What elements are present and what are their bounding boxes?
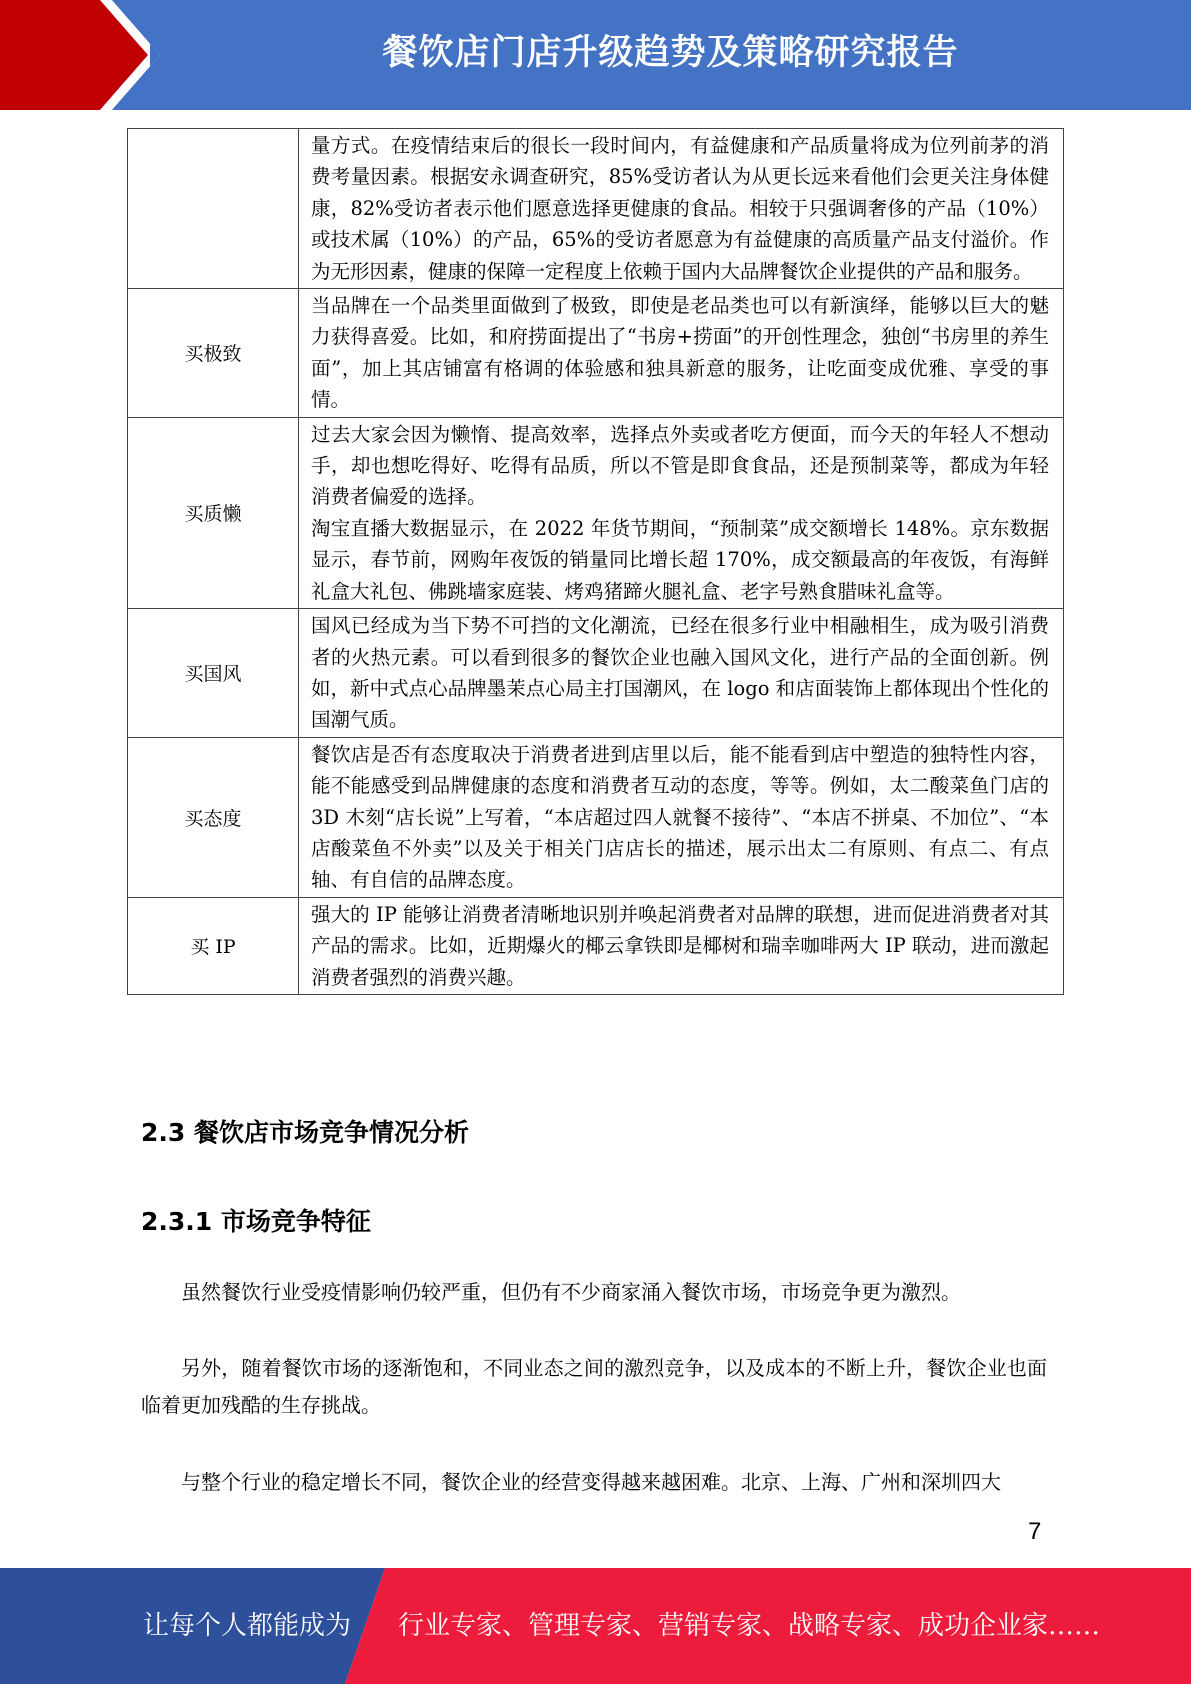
page-number: 7 [1028,1518,1042,1545]
description-cell [299,609,1064,738]
description-cell [299,129,1064,289]
page-header [0,0,1191,110]
consumer-trends-table [127,128,1064,995]
subsection-heading: 2.3.1 市场竞争特征 [141,1207,371,1236]
category-cell: 买极致 [128,289,299,418]
description-paragraph: 当品牌在一个品类里面做到了极致，即使是老品类也可以有新演绎，能够以巨大的魅力获得喜爱。比如，和府捞面提出了“书房+捞面”的开创性理念，独创“书房里的养生面”，加上其店铺富有格调的体验感和独具新意的服务，让吃面变成优雅、享受的事情。 [311,294,1049,412]
description-cell [299,737,1064,897]
category-cell: 买 IP [128,897,299,994]
body-paragraph: 另外，随着餐饮市场的逐渐饱和，不同业态之间的激烈竞争，以及成本的不断上升，餐饮企业也面临着更加残酷的生存挑战。 [141,1356,1047,1417]
category-cell [128,129,299,289]
table-row [128,289,1064,418]
category-cell: 买质懒 [128,417,299,608]
description-paragraph: 国风已经成为当下势不可挡的文化潮流，已经在很多行业中相融相生，成为吸引消费者的火热元素。可以看到很多的餐饮企业也融入国风文化，进行产品的全面创新。例如，新中式点心品牌墨茉点心局主打国潮风，在 logo 和店面装饰上都体现出个性化的国潮气质。 [311,614,1049,732]
description-cell [299,897,1064,994]
description-paragraph: 过去大家会因为懒惰、提高效率，选择点外卖或者吃方便面，而今天的年轻人不想动手，却也想吃得好、吃得有品质，所以不管是即食食品，还是预制菜等，都成为年轻消费者偏爱的选择。 [311,422,1049,509]
table-row [128,609,1064,738]
description-paragraph: 量方式。在疫情结束后的很长一段时间内，有益健康和产品质量将成为位列前茅的消费考量因素。根据安永调查研究，85%受访者认为从更长远来看他们会更关注身体健康，82%受访者表示他们愿意选择更健康的食品。相较于只强调奢侈的产品（10%）或技术属（10%）的产品，65%的受访者愿意为有益健康的高质量产品支付溢价。作为无形因素，健康的保障一定程度上依赖于国内大品牌餐饮企业提供的产品和服务。 [311,134,1049,283]
section-heading: 2.3 餐饮店市场竞争情况分析 [141,1118,469,1147]
page-footer [0,1568,1191,1684]
footer-slogan-right: 行业专家、管理专家、营销专家、战略专家、成功企业家…… [398,1611,1101,1641]
footer-slogan-left: 让每个人都能成为 [143,1611,352,1641]
table-row [128,417,1064,608]
category-cell: 买态度 [128,737,299,897]
table-row [128,737,1064,897]
description-paragraph: 淘宝直播大数据显示，在 2022 年货节期间，“预制菜”成交额增长 148%。京东数据显示，春节前，网购年夜饭的销量同比增长超 170%，成交额最高的年夜饭，有海鲜礼盒大礼包、佛跳墙家庭装、烤鸡猪蹄火腿礼盒、老字号熟食腊味礼盒等。 [311,516,1049,603]
description-paragraph: 餐饮店是否有态度取决于消费者进到店里以后，能不能看到店中塑造的独特性内容，能不能感受到品牌健康的态度和消费者互动的态度，等等。例如，太二酸菜鱼门店的 3D 木刻“店长说”上写着，“本店超过四人就餐不接待”、“本店不拼桌、不加位”、“本店酸菜鱼不外卖”以及关于相关门店店长的描述，展示出太二有原则、有点二、有点轴、有自信的品牌态度。 [311,742,1049,892]
body-paragraph: 与整个行业的稳定增长不同，餐饮企业的经营变得越来越困难。北京、上海、广州和深圳四大 [181,1470,1001,1494]
description-cell [299,417,1064,608]
category-cell: 买国风 [128,609,299,738]
description-paragraph: 强大的 IP 能够让消费者清晰地识别并唤起消费者对品牌的联想，进而促进消费者对其产品的需求。比如，近期爆火的椰云拿铁即是椰树和瑞幸咖啡两大 IP 联动，进而激起消费者强烈的消费兴趣。 [311,902,1049,989]
table-row [128,129,1064,289]
body-paragraph: 虽然餐饮行业受疫情影响仍较严重，但仍有不少商家涌入餐饮市场，市场竞争更为激烈。 [181,1280,961,1304]
report-title: 餐饮店门店升级趋势及策略研究报告 [382,33,959,73]
description-cell [299,289,1064,418]
table-row [128,897,1064,994]
